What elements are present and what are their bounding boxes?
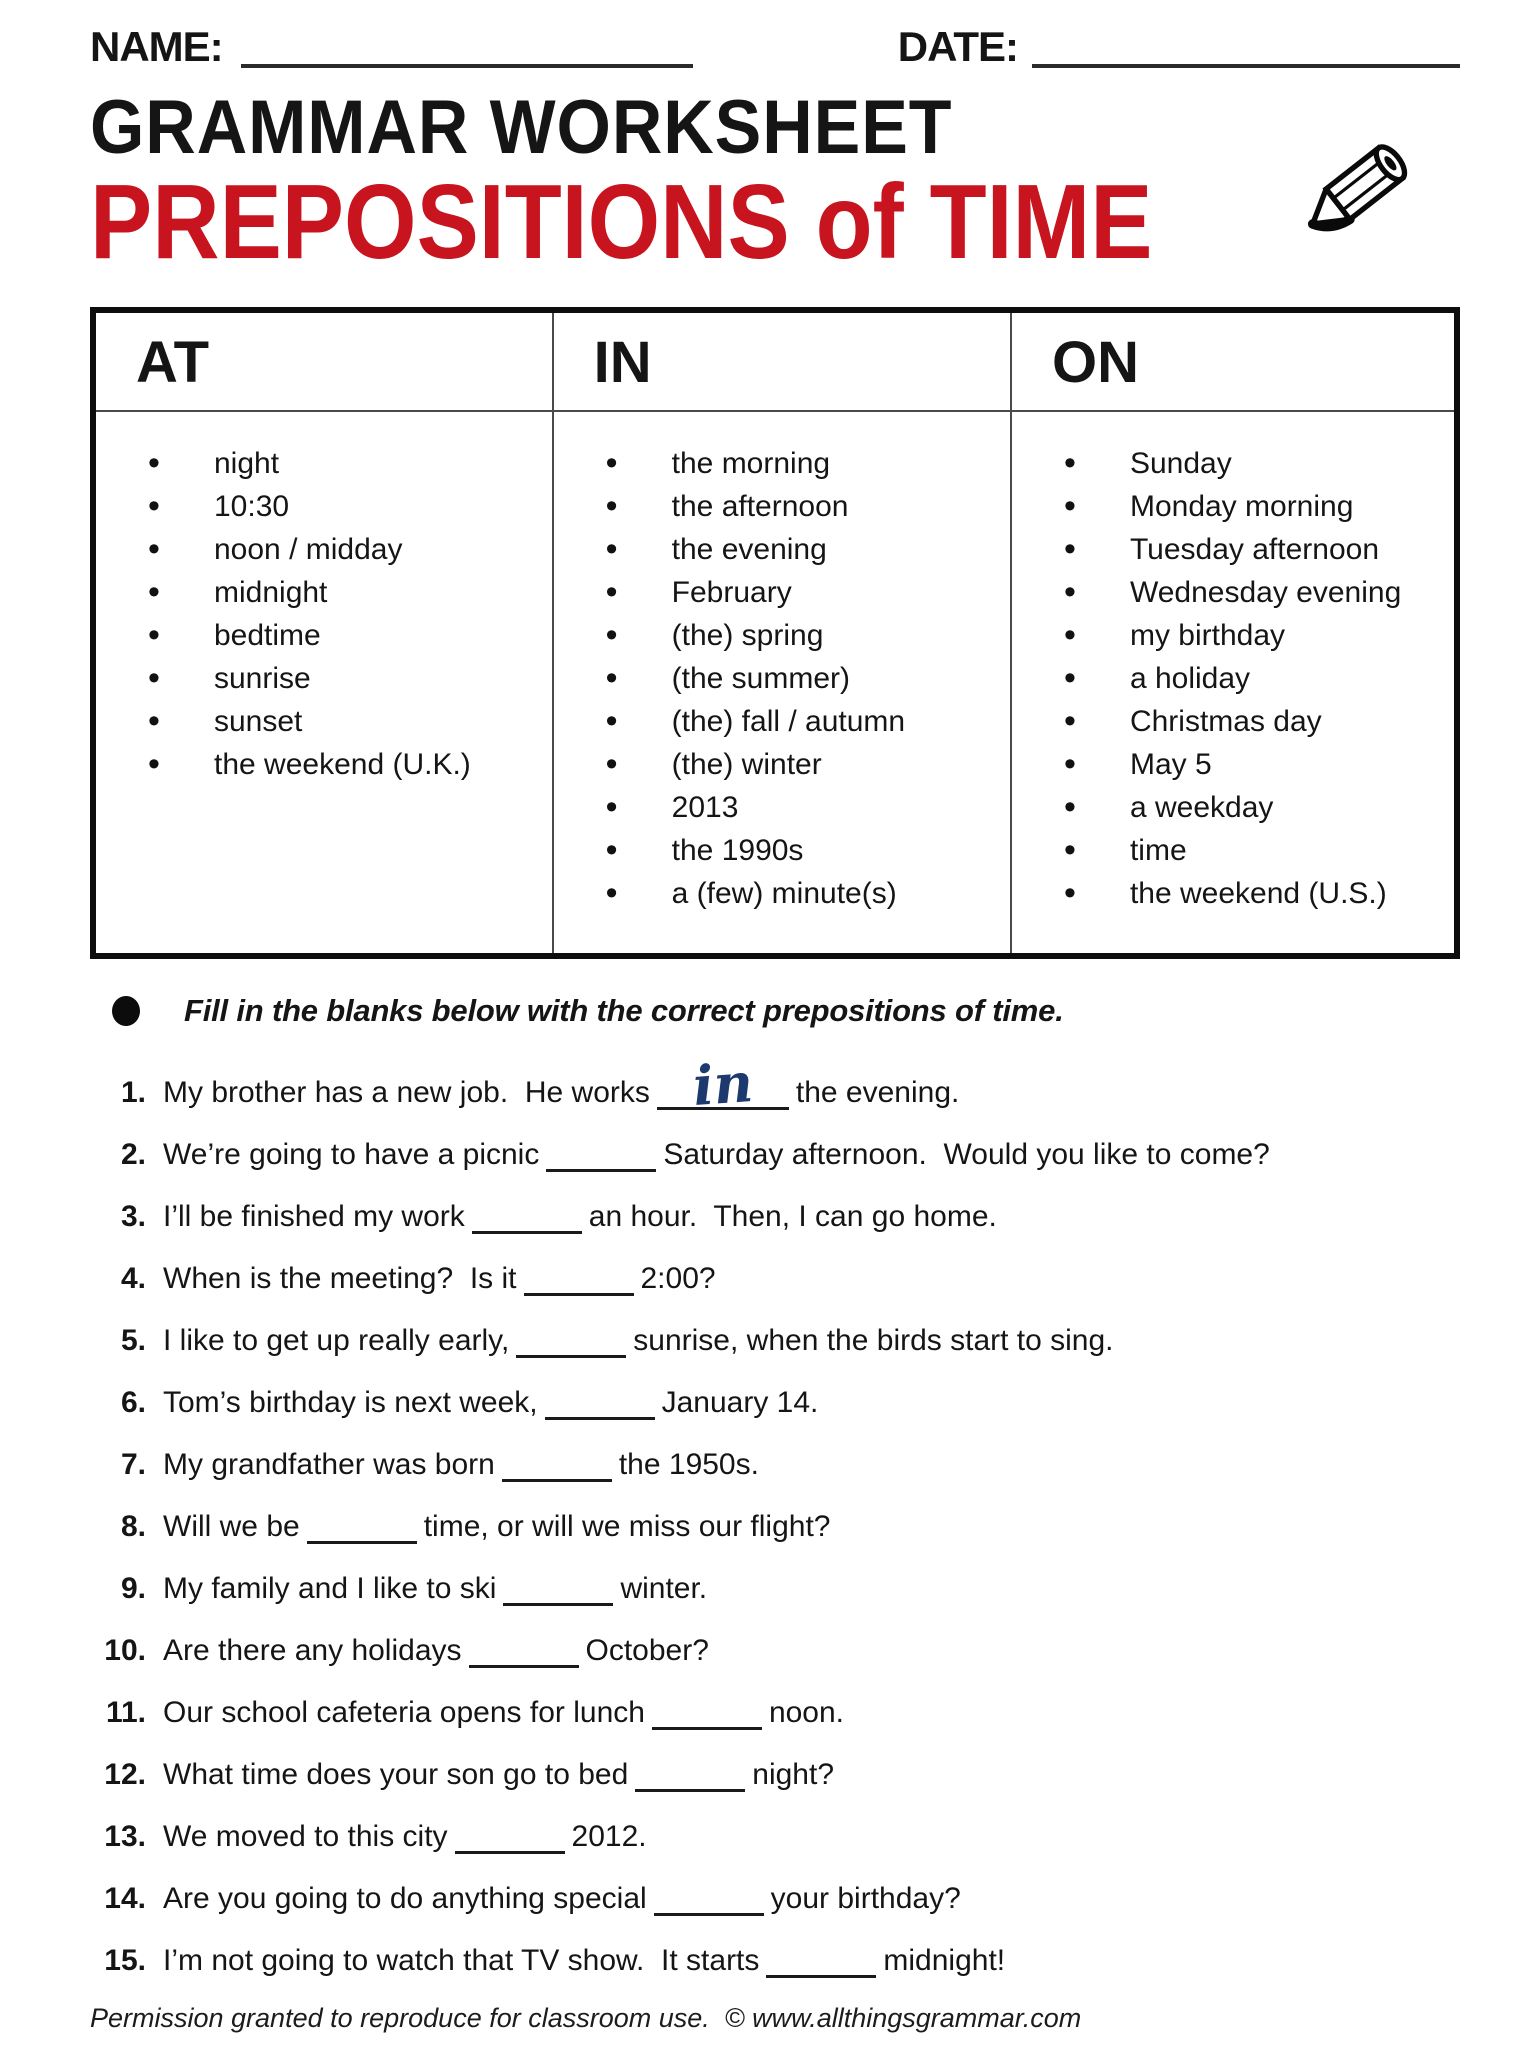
list-item: • the 1990s xyxy=(554,829,1010,872)
question-row xyxy=(90,1383,1460,1423)
question-row xyxy=(90,1569,1460,1609)
answer-blank[interactable] xyxy=(503,1576,613,1606)
question-text xyxy=(163,1259,716,1299)
list-item: • Tuesday afternoon xyxy=(1012,528,1454,571)
list-item: • sunrise xyxy=(96,657,552,700)
question-pre: We moved to this city xyxy=(163,1819,448,1853)
instruction-row xyxy=(112,993,1460,1029)
answer-blank[interactable] xyxy=(472,1204,582,1234)
question-pre: Will we be xyxy=(163,1509,300,1543)
question-number: 6. xyxy=(120,1385,146,1419)
question-pre: Tom’s birthday is next week, xyxy=(163,1385,538,1419)
question-pre: When is the meeting? Is it xyxy=(163,1261,517,1295)
in-column-cell xyxy=(553,411,1011,956)
list-item: • 10:30 xyxy=(96,485,552,528)
question-number: 3. xyxy=(120,1199,146,1233)
question-row xyxy=(90,1197,1460,1237)
question-post: October? xyxy=(585,1633,709,1667)
list-item: • midnight xyxy=(96,571,552,614)
answer-blank[interactable] xyxy=(524,1266,634,1296)
question-text xyxy=(163,1941,1005,1981)
prepositions-table xyxy=(90,307,1460,959)
question-pre: We’re going to have a picnic xyxy=(163,1137,540,1171)
question-text xyxy=(163,1383,818,1423)
answer-blank[interactable] xyxy=(469,1638,579,1668)
question-pre: I like to get up really early, xyxy=(163,1323,510,1357)
question-pre: Are there any holidays xyxy=(163,1633,462,1667)
answer-blank[interactable] xyxy=(657,1049,789,1118)
name-date-row xyxy=(90,23,1460,70)
answer-blank[interactable] xyxy=(654,1886,764,1916)
list-item: • bedtime xyxy=(96,614,552,657)
question-text xyxy=(163,1693,844,1733)
question-post: 2012. xyxy=(571,1819,647,1853)
question-row xyxy=(90,1445,1460,1485)
question-text xyxy=(163,1197,997,1237)
question-text xyxy=(163,1569,707,1609)
list-item: • Wednesday evening xyxy=(1012,571,1454,614)
question-pre: I’m not going to watch that TV show. It starts xyxy=(163,1943,760,1977)
date-label: DATE: xyxy=(897,23,1018,70)
question-number: 2. xyxy=(120,1137,146,1171)
list-item: • night xyxy=(96,442,552,485)
question-row xyxy=(90,1879,1460,1919)
question-post: an hour. Then, I can go home. xyxy=(588,1199,997,1233)
question-post: winter. xyxy=(620,1571,708,1605)
answer-blank[interactable] xyxy=(652,1700,762,1730)
question-text xyxy=(163,1445,759,1485)
list-item: • the afternoon xyxy=(554,485,1010,528)
list-item: • (the) winter xyxy=(554,743,1010,786)
page-title: PREPOSITIONS of TIME xyxy=(90,163,1153,281)
list-item: • Christmas day xyxy=(1012,700,1454,743)
question-number: 13. xyxy=(104,1819,146,1853)
question-text xyxy=(163,1879,961,1919)
list-item: • a (few) minute(s) xyxy=(554,872,1010,915)
list-item: • Sunday xyxy=(1012,442,1454,485)
table-body-row xyxy=(93,411,1457,956)
handwritten-answer: in xyxy=(690,1049,755,1118)
on-column-cell xyxy=(1011,411,1457,956)
question-list xyxy=(90,1049,1460,1981)
list-item: • (the) fall / autumn xyxy=(554,700,1010,743)
name-label: NAME: xyxy=(90,23,223,70)
question-post: Saturday afternoon. Would you like to come? xyxy=(663,1137,1270,1171)
answer-blank[interactable] xyxy=(307,1514,417,1544)
question-pre: My family and I like to ski xyxy=(163,1571,497,1605)
question-post: 2:00? xyxy=(640,1261,716,1295)
question-text xyxy=(163,1049,960,1118)
list-item: • 2013 xyxy=(554,786,1010,829)
question-post: midnight! xyxy=(883,1943,1006,1977)
list-item: • the weekend (U.K.) xyxy=(96,743,552,786)
question-text xyxy=(163,1135,1270,1175)
list-item: • time xyxy=(1012,829,1454,872)
list-item: • May 5 xyxy=(1012,743,1454,786)
question-number: 12. xyxy=(104,1757,146,1791)
question-number: 15. xyxy=(104,1943,146,1977)
question-post: the 1950s. xyxy=(618,1447,759,1481)
column-header-at: AT xyxy=(93,310,553,411)
question-row xyxy=(90,1321,1460,1361)
answer-blank[interactable] xyxy=(546,1142,656,1172)
question-number: 4. xyxy=(120,1261,146,1295)
question-pre: I’ll be finished my work xyxy=(163,1199,465,1233)
list-item: • a holiday xyxy=(1012,657,1454,700)
bullet-dot-icon xyxy=(112,996,140,1026)
footer-credit: Permission granted to reproduce for classroom use. © www.allthingsgrammar.com xyxy=(90,2002,1082,2033)
list-item: • (the summer) xyxy=(554,657,1010,700)
question-number: 8. xyxy=(120,1509,146,1543)
answer-blank[interactable] xyxy=(455,1824,565,1854)
at-list xyxy=(96,442,552,786)
answer-blank[interactable] xyxy=(502,1452,612,1482)
name-input-line[interactable] xyxy=(241,38,693,68)
list-item: • the weekend (U.S.) xyxy=(1012,872,1454,915)
question-number: 1. xyxy=(120,1075,146,1109)
worksheet-subtitle: GRAMMAR WORKSHEET xyxy=(90,85,953,170)
question-number: 5. xyxy=(120,1323,146,1357)
question-row xyxy=(90,1259,1460,1299)
question-post: sunrise, when the birds start to sing. xyxy=(633,1323,1114,1357)
at-column-cell xyxy=(93,411,553,956)
question-number: 10. xyxy=(104,1633,146,1667)
question-text xyxy=(163,1817,647,1857)
column-header-in: IN xyxy=(553,310,1011,411)
question-pre: What time does your son go to bed xyxy=(163,1757,629,1791)
date-input-line[interactable] xyxy=(1032,38,1460,68)
question-post: night? xyxy=(752,1757,835,1791)
column-header-on: ON xyxy=(1011,310,1457,411)
table-header-row xyxy=(93,310,1457,411)
in-list xyxy=(554,442,1010,915)
question-pre: My brother has a new job. He works xyxy=(163,1075,650,1109)
question-post: January 14. xyxy=(661,1385,819,1419)
answer-blank[interactable] xyxy=(766,1948,876,1978)
list-item: • the morning xyxy=(554,442,1010,485)
question-pre: Are you going to do anything special xyxy=(163,1881,647,1915)
list-item: • Monday morning xyxy=(1012,485,1454,528)
question-text xyxy=(163,1507,830,1547)
list-item: • my birthday xyxy=(1012,614,1454,657)
instruction-text: Fill in the blanks below with the correct prepositions of time. xyxy=(184,992,1064,1028)
question-pre: My grandfather was born xyxy=(163,1447,495,1481)
question-row xyxy=(90,1941,1460,1981)
list-item: • a weekday xyxy=(1012,786,1454,829)
pencil-icon xyxy=(1285,112,1435,262)
question-row xyxy=(90,1135,1460,1175)
question-post: the evening. xyxy=(795,1075,960,1109)
question-pre: Our school cafeteria opens for lunch xyxy=(163,1695,645,1729)
question-text xyxy=(163,1631,709,1671)
answer-blank[interactable] xyxy=(635,1762,745,1792)
question-post: noon. xyxy=(768,1695,845,1729)
list-item: • (the) spring xyxy=(554,614,1010,657)
question-number: 7. xyxy=(120,1447,146,1481)
question-number: 14. xyxy=(104,1881,146,1915)
question-text xyxy=(163,1755,834,1795)
list-item: • sunset xyxy=(96,700,552,743)
list-item: • the evening xyxy=(554,528,1010,571)
question-post: your birthday? xyxy=(770,1881,961,1915)
answer-blank[interactable] xyxy=(516,1328,626,1358)
question-row xyxy=(90,1049,1460,1118)
question-number: 11. xyxy=(105,1695,146,1729)
question-number: 9. xyxy=(120,1571,146,1605)
on-list xyxy=(1012,442,1454,915)
question-row xyxy=(90,1755,1460,1795)
question-row xyxy=(90,1631,1460,1671)
question-row xyxy=(90,1693,1460,1733)
question-post: time, or will we miss our flight? xyxy=(423,1509,831,1543)
list-item: • noon / midday xyxy=(96,528,552,571)
question-row xyxy=(90,1817,1460,1857)
answer-blank[interactable] xyxy=(545,1390,655,1420)
question-text xyxy=(163,1321,1114,1361)
list-item: • February xyxy=(554,571,1010,614)
question-row xyxy=(90,1507,1460,1547)
